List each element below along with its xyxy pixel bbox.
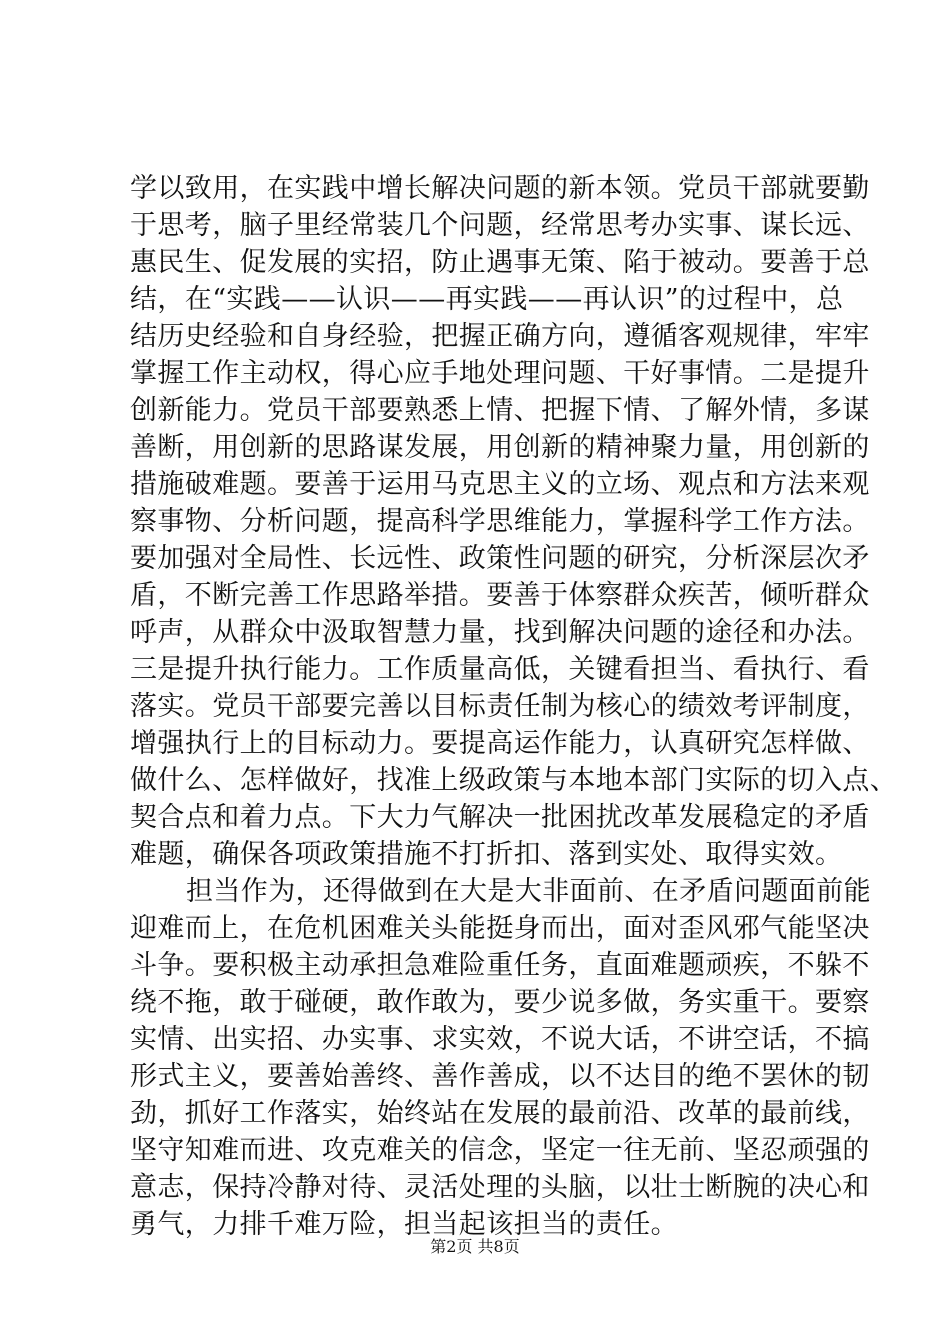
- text-line: 实情、出实招、办实事、求实效，不说大话，不讲空话，不搞: [130, 1024, 870, 1055]
- text-line: 掌握工作主动权，得心应手地处理问题、干好事情。二是提升: [130, 358, 870, 389]
- text-line: 创新能力。党员干部要熟悉上情、把握下情、了解外情，多谋: [130, 395, 870, 426]
- text-line: 于思考，脑子里经常装几个问题，经常思考办实事、谋长远、: [130, 210, 870, 241]
- text-line: 契合点和着力点。下大力气解决一批困扰改革发展稳定的矛盾: [130, 802, 870, 833]
- page-number: 第2页 共8页: [430, 1237, 520, 1256]
- text-line: 落实。党员干部要完善以目标责任制为核心的绩效考评制度，: [130, 691, 870, 722]
- text-line: 措施破难题。要善于运用马克思主义的立场、观点和方法来观: [130, 469, 870, 500]
- text-line: 劲，抓好工作落实，始终站在发展的最前沿、改革的最前线，: [130, 1098, 870, 1129]
- text-line: 善断，用创新的思路谋发展，用创新的精神聚力量，用创新的: [130, 432, 870, 463]
- text-line: 学以致用，在实践中增长解决问题的新本领。党员干部就要勤: [130, 173, 870, 204]
- text-line: 惠民生、促发展的实招，防止遇事无策、陷于被动。要善于总: [130, 247, 870, 278]
- text-line: 结历史经验和自身经验，把握正确方向，遵循客观规律，牢牢: [130, 321, 870, 352]
- text-line: 难题，确保各项政策措施不打折扣、落到实处、取得实效。: [130, 839, 843, 870]
- text-line: 要加强对全局性、长远性、政策性问题的研究，分析深层次矛: [130, 543, 870, 574]
- text-line: 结，在“实践——认识——再实践——再认识”的过程中，总: [130, 284, 844, 315]
- text-line: 增强执行上的目标动力。要提高运作能力，认真研究怎样做、: [130, 728, 870, 759]
- text-line: 盾，不断完善工作思路举措。要善于体察群众疾苦，倾听群众: [130, 580, 870, 611]
- text-line: 绕不拖，敢于碰硬，敢作敢为，要少说多做，务实重干。要察: [130, 987, 870, 1018]
- text-line: 察事物、分析问题，提高科学思维能力，掌握科学工作方法。: [130, 506, 870, 537]
- text-line: 勇气，力排千难万险，担当起该担当的责任。: [130, 1209, 678, 1240]
- text-line: 坚守知难而进、攻克难关的信念，坚定一往无前、坚忍顽强的: [130, 1135, 870, 1166]
- text-line: 迎难而上，在危机困难关头能挺身而出，面对歪风邪气能坚决: [130, 913, 870, 944]
- text-line: 呼声，从群众中汲取智慧力量，找到解决问题的途径和办法。: [130, 617, 870, 648]
- paragraph-first-line: 担当作为，还得做到在大是大非面前、在矛盾问题面前能: [186, 876, 871, 907]
- text-line: 斗争。要积极主动承担急难险重任务，直面难题顽疾，不躲不: [130, 950, 870, 981]
- text-line: 做什么、怎样做好，找准上级政策与本地本部门实际的切入点、: [130, 765, 898, 796]
- text-line: 意志，保持冷静对待、灵活处理的头脑，以壮士断腕的决心和: [130, 1172, 870, 1203]
- text-line: 形式主义，要善始善终、善作善成，以不达目的绝不罢休的韧: [130, 1061, 870, 1092]
- text-line: 三是提升执行能力。工作质量高低，关键看担当、看执行、看: [130, 654, 870, 685]
